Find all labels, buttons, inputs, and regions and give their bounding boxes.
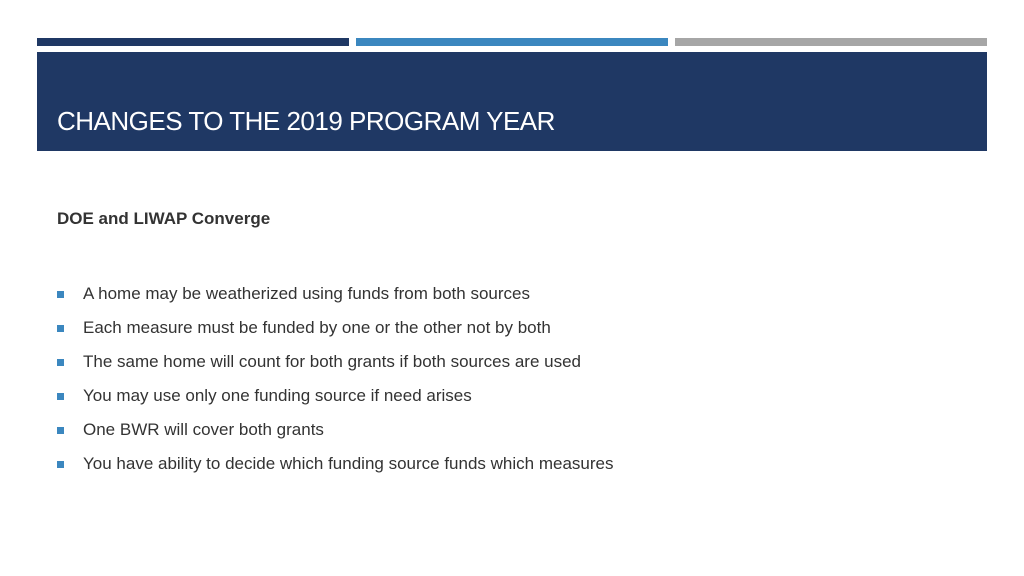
bullet-item [57, 379, 613, 413]
bullet-item [57, 277, 613, 311]
bullet-text: A home may be weatherized using funds from both sources [83, 284, 530, 303]
square-bullet-icon [57, 427, 64, 434]
title-band [37, 52, 987, 151]
slide-title: CHANGES TO THE 2019 PROGRAM YEAR [57, 106, 555, 136]
bullet-text: One BWR will cover both grants [83, 420, 324, 439]
bullet-text: You have ability to decide which funding source funds which measures [83, 454, 614, 473]
slide-subtitle: DOE and LIWAP Converge [57, 209, 271, 228]
bullet-item [57, 345, 613, 379]
bullet-text: Each measure must be funded by one or the other not by both [83, 318, 551, 337]
square-bullet-icon [57, 461, 64, 468]
bullet-text: The same home will count for both grants if both sources are used [83, 352, 581, 371]
square-bullet-icon [57, 359, 64, 366]
bullet-item [57, 413, 613, 447]
bullet-list [57, 277, 613, 481]
bullet-text: You may use only one funding source if need arises [83, 386, 472, 405]
bullet-item [57, 447, 613, 481]
square-bullet-icon [57, 325, 64, 332]
square-bullet-icon [57, 291, 64, 298]
square-bullet-icon [57, 393, 64, 400]
accent-bar-dark-blue [37, 38, 349, 46]
top-accent-bars [37, 38, 987, 46]
bullet-item [57, 311, 613, 345]
accent-bar-gray [675, 38, 987, 46]
accent-bar-light-blue [356, 38, 668, 46]
